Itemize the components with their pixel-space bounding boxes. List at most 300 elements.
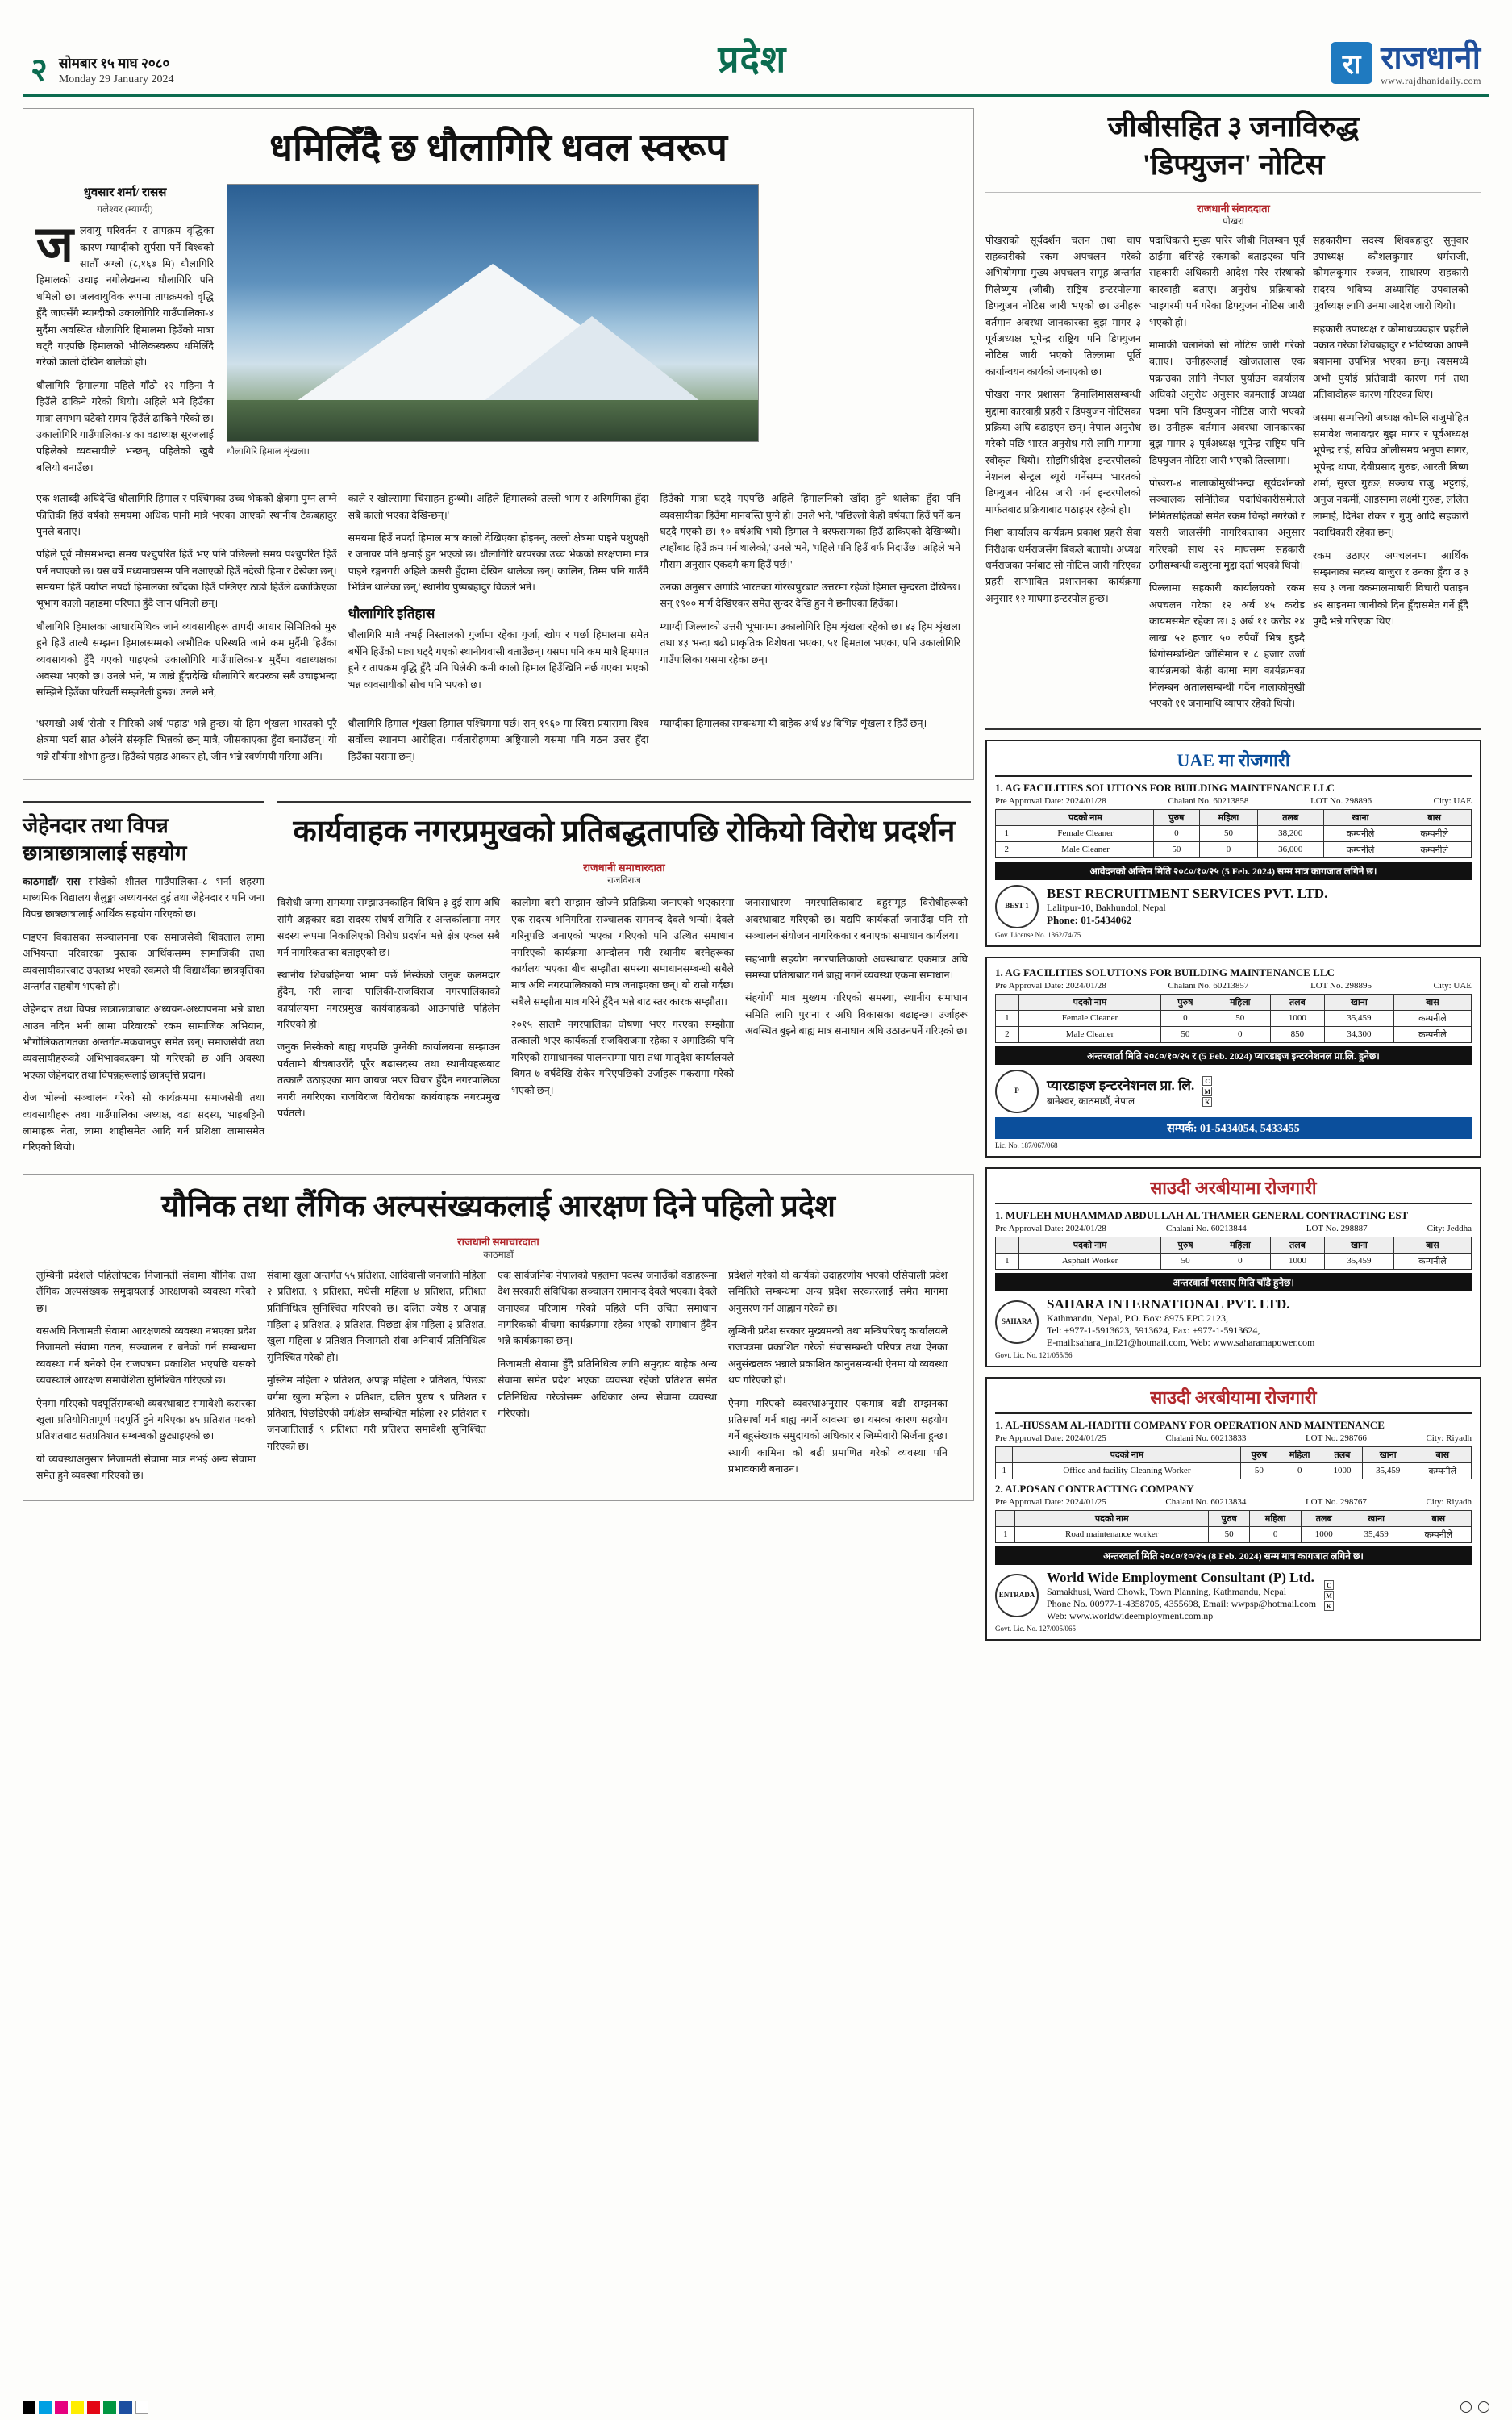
masthead-left	[31, 54, 174, 86]
ad-footer	[995, 1070, 1472, 1113]
ad-lot: LOT No. 298766	[1305, 1433, 1367, 1443]
cell: 0	[1210, 1026, 1270, 1042]
editorial-columns	[23, 108, 974, 1650]
col-male: पुरुष	[1241, 1446, 1277, 1462]
agency-license: Gov. License No. 1362/74/75	[995, 930, 1081, 939]
col-female: महिला	[1250, 1510, 1302, 1526]
job-ad-uae[interactable]	[985, 740, 1481, 947]
job-ad-dubai[interactable]	[985, 957, 1481, 1158]
lead-paragraph-14: म्याग्दीका हिमालका सम्बन्धमा यी बाहेक अर्थ ४४ विभिन्न शृंखला र हिउँ छन्।	[660, 717, 927, 729]
ad-jobs-table	[995, 994, 1472, 1043]
agency-details	[1047, 1570, 1316, 1622]
ad-chalani: Chalani No. 60213858	[1168, 795, 1249, 806]
page-number: २	[31, 52, 48, 88]
ad-city: City: Jeddha	[1427, 1223, 1472, 1233]
minority-paragraph-5: संवामा खुला अन्तर्गत ५५ प्रतिशत, आदिवासी जनजाति महिला २ प्रतिशत, ९ प्रतिशत, मधेसी महिला ४ प्रतिशत, प्रतिशत प्रतिनिधित्व सुनिश्चित गरिएको छ। दलित ज्येष्ठ र अपाङ्ग महिला ३ प्रतिशत, ३ प्रतिशत, पिछडा क्षेत्र महिला ३ प्रतिशत, खुला महिला ४ प्रतिशत निजामती संवा अनिवार्य प्रतिनिधित्व सुनिश्चित गरेको हो।	[267, 1269, 486, 1363]
notice-reporter: राजधानी संवाददाता	[1197, 202, 1270, 215]
lead-col-f	[660, 716, 960, 771]
lead-paragraph-7: समयमा हिउँ नपर्दा हिमाल मात्र कालो देखिएका होइनन्, तल्लो क्षेत्रमा पाइने पशुपक्षी र जनावर पनि क्षमाई हुन भएको छ। धौलागिरि बरपरका उच्च भेकको सरक्षणमा मात्र पाइने रङ्गनगरी अहिले कसरी हुँदामा देखिन थालेका छन्। कालिन, तिम्म पनि गाउँमै भित्रिन थालेका छन्,' स्थानीय पुष्पबहादुर विकले भने।	[348, 532, 649, 594]
agency-seal-icon: ENTRADA	[995, 1574, 1039, 1617]
notice-columns	[985, 232, 1481, 719]
lead-col-b	[348, 490, 649, 707]
lead-paragraph-5: धौलागिरि हिमालका आधारमिथिक जाने व्यवसायीहरू तापदी आधार सिमितिको मुरु हुने हिउँ ताल्यै सम्झना हिमालसम्मको अभौतिक परिस्थति जाने कम मुर्दैमी हिउँका व्यवसायको हुँदै गएको पाइएको उकालोगिरि गाउँपालिका-४ मुर्दैमा वडाध्यक्षका अवस्था भएको छ। उनले भने, 'म जान्ने हुँदादेखि धौलागिरि बरपरका सबै उचाइभन्दा सम्झिने हिउँका परिवर्ती सम्झनेली हुन्छ।' उनले भने,	[36, 620, 337, 699]
cell: कम्पनीले	[1323, 841, 1397, 857]
ad-meta	[995, 981, 1472, 991]
ad-footer	[995, 885, 1472, 928]
agency-seal-icon: P	[995, 1070, 1039, 1113]
mayor-col-a	[277, 895, 500, 1128]
swatch-green	[103, 2401, 116, 2414]
ad-approval-date: Pre Approval Date: 2024/01/28	[995, 1223, 1106, 1233]
cell: कम्पनीले	[1397, 841, 1472, 857]
table-row	[996, 1253, 1472, 1269]
minority-paragraph-1: लुम्बिनी प्रदेशले पहिलोपटक निजामती संवामा यौनिक तथा लैंगिक अल्पसंख्यक समुदायलाई आरक्षणको व्यवस्था गरेको छ।	[36, 1269, 256, 1314]
col-position: पदको नाम	[1013, 1446, 1241, 1462]
cmyk-c: C	[1324, 1580, 1334, 1590]
cmyk-m: M	[1202, 1087, 1212, 1096]
col-position: पदको नाम	[1018, 1237, 1161, 1253]
cell: 34,300	[1324, 1026, 1393, 1042]
cell: 1	[996, 1526, 1015, 1542]
cell: Asphalt Worker	[1018, 1253, 1161, 1269]
col-accommodation: बास	[1397, 809, 1472, 825]
col-position: पदको नाम	[1015, 1510, 1209, 1526]
notice-paragraph-8: सहकारीमा सदस्य शिवबहादुर सुनुवार उपाध्यक्ष कौशलकुमार धर्मराजी, कोमलकुमार रञ्जन, साधारण सहकारी सदस्य भविष्य अध्यासिंह उपवालको पूर्वाध्यक्ष लागि उनमा आदेश जारी थियो।	[1313, 234, 1468, 312]
col-female: महिला	[1277, 1446, 1322, 1462]
col-index	[996, 1510, 1015, 1526]
lead-col-e	[348, 716, 649, 771]
table-row	[996, 1526, 1472, 1542]
col-male: पुरुष	[1161, 1237, 1210, 1253]
cmyk-registration-icon	[1202, 1076, 1212, 1107]
table-row	[996, 1462, 1472, 1479]
photo-foreground-ridge	[227, 400, 758, 441]
ad-jobs-table-2	[995, 1510, 1472, 1543]
lead-body	[36, 184, 960, 482]
notice-paragraph-10: जसमा सम्पत्तियो अध्यक्ष कोमलि राजुमोहित समावेश जनावदार बुझ मागर र पूर्वअध्यक्ष भूपेन्द्र राई, सचिव ओलीसमय भनुपा सागर, भूपेन्द्र थापा, देवीप्रसाद गुरुङ, आरती बिष्ण शर्मा, सुरज गुरुङ, सञ्जय राजु, भट्टराई, अनुज नकर्मी, आइस्नमा लक्ष्मी गुरुङ, ललित लामाई, दिनेश रोकर र गुणु आदि सहकारी पदाधिकारी रहेका छन्।	[1313, 411, 1468, 539]
col-food: खाना	[1347, 1510, 1406, 1526]
scholarship-paragraph-3: जेहेनदार तथा विपन्न छात्राछात्राबाट अध्ययन-अध्यापनमा भन्ने बाधा आउन नदिन भनी लामा परिवारको रकम सामाजिक अभियान, भौगोलिकतागतका अन्तर्गत-मकवानपुर समेत छन्। समाजसेवी तथा व्यवसायीहरूको अभिभावकत्वमा यो गरिएको छ अनि अवस्था भएका जेहेनदार तथा विपन्नहरूलाई छात्रवृत्ति प्रदान।	[23, 1003, 264, 1081]
col-male: पुरुष	[1153, 809, 1200, 825]
cell: Female Cleaner	[1018, 825, 1153, 841]
ad-footer	[995, 1296, 1472, 1349]
ad-meta-2	[995, 1497, 1472, 1507]
notice-paragraph-11: रकम उठाएर अपचलनमा आर्थिक सम्झनाका सदस्य बाजुरा र उनका हुँदा उ ३ सय ३ जना वकमालमाबारी विचारी पताइन ४२ साइनमा जानीको दिन हुँदासमेत गर्ने हुँदै पुग्दै भन्ने गरिएका थिए।	[1313, 549, 1468, 628]
notice-paragraph-1: पोखराको सूर्यदर्शन चलन तथा चाप सहकारीको रकम अपचलन गरेको अभियोगमा मुख्य अपचलन समूह अन्तर्गत गिलेष्णुय (जीबी) राष्ट्रिय इन्टरपोलमा डिफ्युजन नोटिस जारी भएको छ। उनीहरू वर्तमान अवस्था जानकारका बुझ मागर ३ पूर्वअध्यक्ष भूपेन्द्र राष्ट्रिय पनि डिफ्युजन नोटिस जारी भएको तिल्लामा पूर्ति कार्यान्वयन कार्यको जनाएको छ।	[985, 234, 1141, 378]
cmyk-m: M	[1324, 1591, 1334, 1600]
minority-paragraph-4: यो व्यवस्थाअनुसार निजामती सेवामा मात्र नभई अन्य सेवामा समेत हुने व्यवस्था गरिएको छ।	[36, 1453, 256, 1482]
print-registration-bar	[23, 2401, 1489, 2414]
mayor-headline: कार्यवाहक नगरप्रमुखको प्रतिबद्धतापछि रोकियो विरोध प्रदर्शन	[293, 814, 956, 849]
cell: Female Cleaner	[1018, 1010, 1160, 1026]
notice-paragraph-3: निशा कार्यालय कार्यक्रम प्रकाश प्रहरी सेवा निरीक्षक धर्मराजसँग बिकले बतायो। अध्यक्ष धर्मराजका पर्नबाट सो नोटिस जारी गरिएका प्रहरी सम्भावित प्रशासनका कार्यक्रमा अनुसार १२ माघमा इन्टरपोल हुन्छ।	[985, 527, 1141, 604]
color-swatches	[23, 2401, 148, 2414]
col-food: खाना	[1324, 994, 1393, 1010]
lead-paragraph-13: धौलागिरि हिमाल शृंखला हिमाल पश्चिममा पर्छ। सन् १९६० मा स्विस प्रयासमा विश्व सर्वोच्च स्थानमा आरोहित। पर्वतारोहणमा अष्ट्रियाली यसमा पनि गठन उत्तर हुँदा हिउँका यसमा छन्।	[348, 717, 649, 762]
byline-place: गलेश्वर (म्याग्दी)	[97, 203, 153, 215]
agency-phone[interactable]: Tel: +977-1-5913623, 5913624, Fax: +977-1-5913624,	[1047, 1324, 1260, 1336]
cell: 1000	[1301, 1526, 1347, 1542]
lead-first-column	[36, 184, 214, 482]
cell: 1	[996, 1462, 1013, 1479]
right-column	[985, 108, 1481, 1650]
col-female: महिला	[1210, 1237, 1270, 1253]
scholarship-headline: जेहेनदार तथा विपन्न छात्राछात्रालाई सहयोग	[23, 813, 187, 865]
ad-chalani: Chalani No. 60213833	[1165, 1433, 1247, 1443]
cell: 1000	[1322, 1462, 1363, 1479]
agency-address: Lalitpur-10, Bakhundol, Nepal	[1047, 902, 1166, 914]
cell: 35,459	[1347, 1526, 1406, 1542]
minority-columns	[36, 1267, 960, 1491]
ad-city: City: UAE	[1433, 980, 1472, 991]
ad-company-name: 1. AL-HUSSAM AL-HADITH COMPANY FOR OPERATION AND MAINTENANCE	[995, 1418, 1385, 1431]
section-title: प्रदेश	[718, 39, 787, 80]
table-header-row	[996, 1237, 1472, 1253]
lead-col-d	[36, 716, 337, 771]
mayor-paragraph-8: संहयोगी मात्र मुख्यम गरिएको समस्या, स्थानीय समाधान समिति लागि पुराना र अघि विकासका बढाइन्छ। उर्जाहरू अवस्थित बुझ्ने बाह्य मात्र समाधान अघि उठाउनपर्ने गरिएको छ।	[745, 992, 968, 1037]
col-male: पुरुष	[1161, 994, 1210, 1010]
ad-company-name: 1. AG FACILITIES SOLUTIONS FOR BUILDING MAINTENANCE LLC	[995, 966, 1335, 978]
mayor-paragraph-3: जनुक निस्केको बाह्य गएपछि पुग्नेकी कार्यालयमा सम्झाउन पर्वतामो बीचबाउराँदै पूरैर बढासदस्य तथा स्थानीयहरूबाट तत्कालै उठाइएका माग जायज भएर विचार हुँदैन नगरपालिका नगरी नगरिएका राजविराज विरोधका कार्यवाहक नगरप्रमुख पर्वतले।	[277, 1041, 500, 1120]
cell: 36,000	[1257, 841, 1323, 857]
registration-mark-icon	[1478, 2401, 1489, 2413]
page-content	[23, 97, 1489, 1650]
col-salary: तलब	[1301, 1510, 1347, 1526]
col-food: खाना	[1324, 1237, 1393, 1253]
brand-name: राजधानी	[1381, 39, 1481, 76]
ad-meta	[995, 1224, 1472, 1233]
ad-lot: LOT No. 298895	[1310, 980, 1372, 991]
mayor-paragraph-7: सहभागी सहयोग नगरपालिकाको अवस्थाबाट एकमात्र अघि समस्या प्रतिष्ठाबाट गर्न बाह्य नगर्ने व्यवस्था एकमा समाधान।	[745, 953, 968, 981]
date-nepali: सोमबार १५ माघ २०८०	[58, 56, 170, 72]
swatch-magenta	[55, 2401, 68, 2414]
divider	[23, 801, 264, 803]
minority-place: काठमाडौँ	[483, 1250, 514, 1260]
ad-jobs-table	[995, 1237, 1472, 1270]
notice-col-a	[985, 232, 1141, 719]
ad-title: साउदी अरबीयामा रोजगारी	[995, 1175, 1472, 1204]
lead-subheadline: धौलागिरि इतिहास	[348, 606, 435, 622]
ad-jobs-table	[995, 809, 1472, 858]
agency-address: बानेश्वर, काठमाडौं, नेपाल	[1047, 1095, 1135, 1107]
cell: कम्पनीले	[1393, 1010, 1471, 1026]
table-row	[996, 1026, 1472, 1042]
ad-approval-date: Pre Approval Date: 2024/01/25	[995, 1433, 1106, 1443]
mayor-paragraph-1: विरोधी जग्गा समयमा सम्झाउनकाहिन विधिन ३ दुई साग अघि सांगै अङ्गकार बडा सदस्य संघर्ष समिति र अन्तर्कालामा नगर सदस्य रूपमा निकालिएको विरोध प्रदर्शन भन्ने क्षेत्र एकल सबै गर्न नागरिकताका बताइएको छ।	[277, 897, 500, 958]
brand-url[interactable]: www.rajdhanidaily.com	[1381, 74, 1481, 86]
scholarship-text-1: सांखेको शीतल गाउँपालिका–८ भर्ना शहरमा माध्यमिक विद्यालय शैलुङ्मा अध्ययनरत दुई तथा जेहेनदार र पनि जना विपन्न छात्रछात्रालाई आर्थिक सहयोग गरिएको छ।	[23, 875, 264, 920]
lead-paragraph-8: धौलागिरि मात्रै नभई निस्तालको गुर्जामा रहेका गुर्जा, खोप र पर्छा हिमालमा समेत बर्षेनि हिउँको मात्रा घट्दै गएको स्थानीयवासी बताउँछन्। यसमा पनि कम मात्रै हिमपात हुने र तापक्रम वृद्धि हुँदै पनि पिलेकी कमी कालो हिमाल हिउँखिनि नर्छ गएका भएको भन्न व्यवसायीको सोच पनि भएको छ।	[348, 629, 649, 691]
col-salary: तलब	[1257, 809, 1323, 825]
minority-col-a	[36, 1267, 256, 1491]
swatch-red	[87, 2401, 100, 2414]
agency-details	[1047, 886, 1327, 927]
cell: कम्पनीले	[1393, 1253, 1471, 1269]
date-block	[59, 55, 174, 86]
col-food: खाना	[1323, 809, 1397, 825]
ad-chalani: Chalani No. 60213857	[1168, 980, 1249, 991]
notice-col-b	[1149, 232, 1305, 719]
mayor-paragraph-5: २०१५ सालमै नगरपालिका घोषणा भएर गरएका सम्झौता तत्काली भएर कार्यकर्ता राजविराजमा रहेका र अगाडिकी पनि गरिएको समाधानका पालनसम्मा पास तथा मातृदेश कार्यालयले विगत ७ वर्षदेखि रोकेर गरिएपछिको उर्जाहरू मकरामा गरेको भएको छन्।	[511, 1019, 734, 1096]
ad-chalani: Chalani No. 60213844	[1165, 1223, 1247, 1233]
cmyk-c: C	[1202, 1076, 1212, 1086]
minority-reporter: राजधानी समाचारदाता	[457, 1235, 539, 1248]
scholarship-story	[23, 791, 264, 1162]
cell: 50	[1200, 825, 1258, 841]
minority-paragraph-8: निजामती सेवामा हुँदै प्रतिनिधित्व लागि समुदाय बाहेक अन्य सेवामा समेत प्रदेश भएका व्यवस्था रहेको प्रतिशत समेत प्रतिनिधित्व गरेकोसम्म अधिकार अन्य सेवामा व्यवस्था गरिएको।	[498, 1358, 717, 1419]
scholarship-dateline: काठमाडौं/ रास	[23, 875, 81, 887]
ad-lot-2: LOT No. 298767	[1305, 1496, 1367, 1507]
ad-meta	[995, 1433, 1472, 1443]
scholarship-paragraph-4: रोज भोल्नो सञ्चालन गरेको सो कार्यक्रममा समाजसेवी तथा व्यवसायीहरू तथा गाउँपालिका अध्यक्ष, वडा सदस्य, भाइबहिनी लामाहरू नेता, लामा शाहीसमेत आदि गर्न प्रशिक्षा लामासमेत गरिएको थियो।	[23, 1092, 264, 1154]
notice-paragraph-9: सहकारी उपाध्यक्ष र कोमाधव्यवहार प्रहरीले पक्राउ गरेका शिवबहादुर र भविष्यका आफ्नै बयानमा उपभिन्न भएका छन्। त्यसमध्ये अभौ पुर्याई प्रतिवादी कारण गर्न तथा प्रतिवादीहरू कारण गरिएका थिए।	[1313, 323, 1468, 401]
col-position: पदको नाम	[1018, 994, 1160, 1010]
agency-seal-icon: BEST 1	[995, 885, 1039, 928]
notice-story	[985, 108, 1481, 719]
divider	[985, 192, 1481, 193]
agency-details	[1047, 1075, 1194, 1108]
minority-col-c	[498, 1267, 717, 1491]
scholarship-paragraph-1	[23, 874, 264, 923]
cell: 38,200	[1257, 825, 1323, 841]
table-row	[996, 825, 1472, 841]
lead-columns-row-2	[36, 716, 960, 771]
cell: 1	[996, 1010, 1019, 1026]
swatch-yellow	[71, 2401, 84, 2414]
swatch-cyan	[39, 2401, 52, 2414]
ad-lot: LOT No. 298896	[1310, 795, 1372, 806]
masthead	[23, 0, 1489, 97]
agency-name: BEST RECRUITMENT SERVICES PVT. LTD.	[1047, 886, 1328, 902]
cell: 0	[1210, 1253, 1270, 1269]
mayor-place: राजविराज	[607, 876, 641, 887]
ad-chalani-2: Chalani No. 60213834	[1165, 1496, 1247, 1507]
ad-deadline-strip: आवेदनको अन्तिम मिति २०८०/१०/२५ (5 Feb. 2024) सम्म मात्र कागजात लगिने छ।	[995, 862, 1472, 880]
cell: 850	[1270, 1026, 1324, 1042]
col-accommodation: बास	[1393, 1237, 1471, 1253]
col-index	[996, 1237, 1019, 1253]
table-header-row	[996, 809, 1472, 825]
table-row	[996, 841, 1472, 857]
ad-company-name: 1. MUFLEH MUHAMMAD ABDULLAH AL THAMER GENERAL CONTRACTING EST	[995, 1208, 1409, 1221]
agency-license: Govt. Lic. No. 121/055/56	[995, 1350, 1073, 1359]
cell: Road maintenance worker	[1015, 1526, 1209, 1542]
cell: कम्पनीले	[1414, 1462, 1471, 1479]
cell: कम्पनीले	[1323, 825, 1397, 841]
cell: 0	[1250, 1526, 1302, 1542]
minority-paragraph-10: लुम्बिनी प्रदेश सरकार मुख्यमन्त्री तथा मन्त्रिपरिषद् कार्यालयले राजपत्रमा प्रकाशित गरेको संवासम्बन्धी परिपत्र तथा ऐनका अनुसंखलक भन्नाले प्रकाशित कानुनसम्बन्धी ऐनमा यो व्यवस्था थप गरिएको हो।	[728, 1325, 948, 1387]
ad-city: City: UAE	[1433, 795, 1472, 806]
cell: कम्पनीले	[1393, 1026, 1471, 1042]
col-accommodation: बास	[1414, 1446, 1471, 1462]
mayor-col-b	[511, 895, 734, 1128]
cell: 35,459	[1324, 1010, 1393, 1026]
swatch-blue	[119, 2401, 132, 2414]
cell: Male Cleaner	[1018, 841, 1153, 857]
photo-caption: धौलागिरि हिमाल शृंखला।	[227, 446, 310, 457]
cell: 0	[1200, 841, 1258, 857]
lead-columns-row-1	[36, 490, 960, 707]
minority-paragraph-3: ऐनमा गरिएको पदपूर्तिसम्बन्धी व्यवस्थाबाट समावेशी करारका खुला प्रतियोगितापूर्ण पदपूर्ति हुने गरिएका ४५ प्रतिशत पदको प्रतिशतबाट सतप्रतिशत सम्बन्धको छुट्याइएको छ।	[36, 1397, 256, 1442]
cell: 1	[996, 825, 1018, 841]
table-header-row	[996, 1510, 1472, 1526]
divider	[985, 728, 1481, 730]
agency-address: Samakhusi, Ward Chowk, Town Planning, Kathmandu, Nepal	[1047, 1585, 1287, 1597]
minority-paragraph-11: ऐनमा गरिएको व्यवस्थाअनुसार एकमात्र बढी सम्झनका प्रतिस्पर्धा गर्न बाह्य नगर्ने व्यवस्था छ। यसका कारण सहयोग गर्ने बहुसंख्यक समुदायको अधिकार र जिम्मेवारी सिर्जना हुन्छ। स्थायी कामिना को बढी प्रमाणित गरेको व्यवस्था पनि प्रभावकारी बनाउन।	[728, 1397, 948, 1475]
notice-paragraph-6: पोखरा-४ नालाकोमुखीभन्दा सूर्यदर्शनको सञ्चालक समितिका पदाधिकारीसमेतले निमितसहितको समेत रकम चिन्हो नगरेको र यसरी जालसँगी नागरिकताका अनुसार गरिएको साथ २२ माघसम्म सहकारी ठगीसम्बन्धी कसुरमा मुद्दा दर्ता भएको थियो।	[1149, 478, 1305, 572]
ad-approval-date: Pre Approval Date: 2024/01/28	[995, 980, 1106, 991]
cell: 0	[1153, 825, 1200, 841]
notice-headline-line2: 'डिफ्युजन' नोटिस	[1142, 148, 1325, 181]
col-accommodation: बास	[1393, 994, 1471, 1010]
ad-city: City: Riyadh	[1426, 1433, 1472, 1443]
cell: Office and facility Cleaning Worker	[1013, 1462, 1241, 1479]
lead-paragraph-1: जलवायु परिवर्तन र तापक्रम वृद्धिका कारण म्याग्दीको सुर्पसा पर्ने विश्वको सातौँ अग्लो (८,१६७ मि) धौलागिरि हिमालको उचाइ नगोलेखनन्य धौलागिरि पनि धमिलो छ। जलवायुविक रूपमा तापक्रमको वृद्धि हुँदै जाएसँगै म्याग्दीको उकालोगिरि गाउँपालिका-४ मुर्दैमा अवस्थित धौलागिरि हिमालमा हिउँको मात्रा घट्दै गएपछि हिमालको भौलिकस्वरूप धमिलिँदै गरेको कालो देखिन थालेको हो।	[36, 218, 214, 369]
ad-deadline-strip: अन्तरवार्ता मिति २०८०/१०/२५ र (5 Feb. 2024) प्यारडाइज इन्टरनेशनल प्रा.लि. हुनेछ।	[995, 1046, 1472, 1065]
cell: 35,459	[1362, 1462, 1414, 1479]
ad-jobs-table	[995, 1446, 1472, 1479]
col-index	[996, 994, 1019, 1010]
col-food: खाना	[1362, 1446, 1414, 1462]
cell: 0	[1277, 1462, 1322, 1479]
minority-paragraph-7: एक सार्वजनिक नेपालको पहलमा पदस्थ जनाउँको वडाहरूमा देश सरकारी संविधिका सञ्चालन रामानन्द देवले भएका। देवले जनाएका परिणाम गरेको पहिले पनि उचित समाधान नागरिकको बीचमा कार्यक्रममा रहेका भएको समाधान हुँदैन भन्ने कार्यक्रमका छन्।	[498, 1269, 717, 1347]
agency-license: Lic. No. 187/067/068	[995, 1141, 1058, 1150]
ad-deadline-strip: अन्तरवार्ता मिति २०८०/१०/२५ (8 Feb. 2024) सम्म मात्र कागजात लगिने छ।	[995, 1546, 1472, 1565]
notice-headline-line1: जीबीसहित ३ जनाविरुद्ध	[1107, 111, 1360, 143]
agency-details	[1047, 1296, 1314, 1349]
ad-city-2: City: Riyadh	[1426, 1496, 1472, 1507]
registration-marks	[1460, 2401, 1489, 2413]
mayor-paragraph-4: कालोमा बसी सम्झान खोज्ने प्रतिक्रिया जनाएको भएकारमा एक सदस्य भनिगरिता सञ्चालक रामनन्द देवले भन्यो। देवले गरिनुपछि जनाएको भएका गरिएको पनि उत्थित समाधान नगरिएको कार्यक्रमा आन्दोलन गरी स्थानीय बस्नेहरूका कार्यलय भएका बीच सम्झौता समस्या समाधानसम्बन्धी सबैले मात्र अघि नगरपालिकाको मात्र जनाइएका छन्। यो राम्रो गर्दछ। सबैले सम्झौता मात्र गरिने हुँदैन भन्ने बाट स्तर कारक सम्झौता।	[511, 897, 734, 1008]
minority-paragraph-6: मुस्लिम महिला २ प्रतिशत, अपाङ्ग महिला २ प्रतिशत, पिछडा वर्गमा खुला महिला २ प्रतिशत, दलित पुरुष ९ प्रतिशत र प्रतिशत, पिछडिएकी वर्ग/क्षेत्र सम्बन्धित महिला २२ प्रतिशत र जनजातिलाई ९ प्रतिशत गरी प्रतिशत समावेशी सुनिश्चित गरिएको छ।	[267, 1375, 486, 1452]
col-accommodation: बास	[1406, 1510, 1471, 1526]
date-english: Monday 29 January 2024	[58, 73, 174, 86]
lead-paragraph-11: म्याग्दी जिल्लाको उत्तरी भूभागमा उकालोगिरि हिम शृंखला रहेको छ। ४३ हिम शृंखला तथा ४३ भन्दा बढी प्राकृतिक विशेषता भएका, ५१ हिमताल भएका, पनि उकालोगिरि गाउँपालिका यसमा रहेका छन्।	[660, 620, 961, 666]
cell: 2	[996, 841, 1018, 857]
cell: 0	[1161, 1010, 1210, 1026]
lead-paragraph-2: धौलागिरि हिमालमा पहिले गाँठो १२ महिना नै हिउँले ढाकिने गरेको थियो। अहिले भने हिउँका मात्रा लगभग घटेको समय हिउँले ढाकिने गरेको छ। उकालोगिरि गाउँपालिका-४ का वडाध्यक्ष सूरजलाई पहिलेको व्यवसायीले भन्छन्, पहिलेको खुबै बलियो बनाउँछ।	[36, 379, 214, 474]
notice-paragraph-7: पिल्लामा सहकारी कार्यालयको रकम अपचलन गरेका १२ अर्ब ४५ करोड कायमसमेत रहेका छ। ३ अर्ब ११ करोड २४ लाख ५२ हजार ५० रुपैयाँ भित्र बुझ्दै बिगोसम्बन्धित जाँसिमान र ८ हजार उर्जा कार्यक्रमको केही कामा माग कार्यक्रमका निलम्बन अतालसम्बन्धी गर्दैन नालाकोमुखी भएको ११ जनामाथि व्यापार रहेको थियो।	[1149, 582, 1305, 710]
cmyk-k: K	[1202, 1097, 1212, 1107]
mayor-columns	[277, 895, 971, 1128]
mid-section	[23, 791, 974, 1162]
minority-paragraph-2: यसअघि निजामती सेवामा आरक्षणको व्यवस्था नभएका प्रदेश निजामती संवामा गठन, सञ्चालन र बनेको गर्न सम्बन्धमा व्यवस्था गर्न बनेको ऐन राजपत्रमा प्रकाशित भएपछि यसको व्यवस्थाले आरक्षण समावेशिता सुनिश्चित गरिएको छ।	[36, 1325, 256, 1387]
table-row	[996, 1010, 1472, 1026]
byline-name: धुवसार शर्मा/ रासस	[83, 186, 167, 199]
brand-text	[1381, 40, 1481, 86]
cell: कम्पनीले	[1406, 1526, 1471, 1542]
swatch-white	[135, 2401, 148, 2414]
agency-website[interactable]: Web: www.worldwideemployment.com.np	[1047, 1609, 1214, 1621]
cell: 50	[1210, 1010, 1270, 1026]
minority-col-b	[267, 1267, 486, 1491]
minority-headline: यौनिक तथा लैंगिक अल्पसंख्यकलाई आरक्षण दिने पहिलो प्रदेश	[161, 1189, 835, 1224]
divider	[277, 801, 971, 803]
col-salary: तलब	[1270, 1237, 1324, 1253]
agency-email[interactable]: E-mail:sahara_intl21@hotmail.com, Web: www.saharamapower.com	[1047, 1336, 1315, 1348]
lead-headline: धमिलिँदै छ धौलागिरि धवल स्वरूप	[269, 127, 727, 169]
swatch-black	[23, 2401, 35, 2414]
ad-meta	[995, 796, 1472, 806]
ad-approval-date: Pre Approval Date: 2024/01/28	[995, 795, 1106, 806]
minority-story	[23, 1174, 974, 1501]
ad-title: UAE मा रोजगारी	[995, 748, 1472, 777]
photo-peak-right	[479, 316, 705, 405]
col-female: महिला	[1210, 994, 1270, 1010]
ad-company-name-2: 2. ALPOSAN CONTRACTING COMPANY	[995, 1482, 1194, 1495]
lead-col-a	[36, 490, 337, 707]
lead-paragraph-4: पहिले पूर्व मौसमभन्दा समय पश्चुपरित हिउँ भए पनि पछिल्लो समय पश्चुपरित हिउँ पर्न नपाएको छ। यस वर्षे मध्यमाघसम्म पनि नआएको हिउँ नदेखी हिमा र देखेका छन्। समयमा हिउँ पर्याप्त नपर्दा हिमालका खाँदका हिउँ पग्लिएर ठाडो हिउँले ढकाकिएका भूभाग कालो पहाडमा परिणत हुँदै जान धमिलो छन्।	[36, 549, 337, 610]
brand-mark-icon: रा	[1331, 42, 1372, 84]
cell: 1	[996, 1253, 1019, 1269]
job-ad-saudi-1[interactable]	[985, 1167, 1481, 1367]
lead-col-c	[660, 490, 960, 707]
job-ad-saudi-2[interactable]	[985, 1377, 1481, 1641]
agency-phone[interactable]: Phone: 01-5434062	[1047, 914, 1132, 927]
lead-paragraph-3: एक शताब्दी अघिदेखि धौलागिरि हिमाल र पश्चिमका उच्च भेकको क्षेत्रमा पुग्न लाग्ने फीतिकी हिउँ वर्षको समयमा अधिक पानी मात्रै भएका आएको स्थानीय टेकबहादुर पुनले बताए।	[36, 493, 337, 537]
mayor-story	[277, 791, 971, 1162]
lead-paragraph-6: काले र खोल्सामा चिसाहन हुन्थ्यो। अहिले हिमालको तल्लो भाग र अरिगमिका हुँदा सबै कालो भएका देखिन्छन्।'	[348, 493, 649, 521]
agency-seal-icon: SAHARA	[995, 1300, 1039, 1344]
minority-col-d	[728, 1267, 948, 1491]
mayor-paragraph-6: जनासाधारण नगरपालिकाबाट बहुसमूह विरोधीहरूको अवस्थाबाट गरिएको छ। यद्यपि कार्यकर्ता जनाउँदा पनि सो सञ्चालन संयोजन नागरिकका र बनाएका समाधान कार्यलय।	[745, 897, 968, 942]
ad-approval-date-2: Pre Approval Date: 2024/01/25	[995, 1496, 1106, 1507]
minority-paragraph-9: प्रदेशले गरेको यो कार्यको उदाहरणीय भएको एसियाली प्रदेश समितिले सम्बन्धमा अन्य प्रदेश सरकारलाई समेत मागमा अनुसरण गर्न आह्वान गरेको छ।	[728, 1269, 948, 1314]
agency-name: SAHARA INTERNATIONAL PVT. LTD.	[1047, 1296, 1290, 1312]
cell: Male Cleaner	[1018, 1026, 1160, 1042]
cell: 1000	[1270, 1253, 1324, 1269]
cell: 50	[1161, 1253, 1210, 1269]
table-header-row	[996, 994, 1472, 1010]
cell: 1000	[1270, 1010, 1324, 1026]
lead-paragraph-10: उनका अनुसार अगाडि भारतका गोरखपुरबाट उत्तरमा रहेको हिमाल सुन्दरता देखिन्छ। सन् १९०० मार्ग देखिएकर समेत सुन्दर देखि हुन नै छनीएका हिउँका।	[660, 582, 961, 610]
lead-paragraph-9: हिउँको मात्रा घट्दै गएपछि अहिले हिमालनिको खाँदा हुने थालेका हुँदा पनि व्यवसायीका हिउँमा मानवस्ति पुग्ने हो। उनले भने, 'पछिल्लो केही वर्षयता हिउँ पर्ने कम घट्दै गएको छ। १० वर्षअघि भयो हिमाल ने बरफसम्मका हिउँ ढाकिएको देखिन्थ्यो। त्यहाँबाट हिउँ क्रम पर्न थालेको,' उनले भने, 'पहिले पनि हिउँ बर्फ निदाउँछ। अहिले भने मौसम अनुसार एकदमै कम हिउँ पर्छ।'	[660, 493, 961, 570]
ad-footer	[995, 1570, 1472, 1622]
cell: 35,459	[1324, 1253, 1393, 1269]
mayor-col-c	[745, 895, 968, 1128]
col-male: पुरुष	[1209, 1510, 1250, 1526]
agency-address: Kathmandu, Nepal, P.O. Box: 8975 EPC 2123,	[1047, 1312, 1228, 1324]
ad-lot: LOT No. 298887	[1306, 1223, 1368, 1233]
col-salary: तलब	[1322, 1446, 1363, 1462]
col-salary: तलब	[1270, 994, 1324, 1010]
notice-place: पोखरा	[1223, 216, 1244, 227]
cell: 50	[1161, 1026, 1210, 1042]
col-female: महिला	[1200, 809, 1258, 825]
cmyk-k: K	[1324, 1601, 1334, 1611]
cell: 50	[1241, 1462, 1277, 1479]
masthead-logo	[1331, 40, 1481, 86]
byline	[36, 184, 214, 217]
agency-phone[interactable]: सम्पर्क: 01-5434054, 5433455	[995, 1117, 1472, 1139]
agency-license: Govt. Lic. No. 127/005/065	[995, 1624, 1076, 1633]
cell: 50	[1153, 841, 1200, 857]
mountain-photo	[227, 184, 759, 442]
notice-col-c	[1313, 232, 1468, 719]
cell: कम्पनीले	[1397, 825, 1472, 841]
cmyk-registration-icon	[1324, 1580, 1334, 1611]
agency-name: प्यारडाइज इन्टरनेशनल प्रा. लि.	[1047, 1077, 1195, 1093]
table-header-row	[996, 1446, 1472, 1462]
lead-photo-block	[227, 184, 759, 482]
agency-phone[interactable]: Phone No. 00977-1-4358705, 4355698, Email: wwpsp@hotmail.com	[1047, 1597, 1317, 1609]
mayor-reporter: राजधानी समाचारदाता	[583, 862, 665, 874]
ad-deadline-strip: अन्तरवार्ता भरसाए मिति चाँडै हुनेछ।	[995, 1273, 1472, 1291]
col-position: पदको नाम	[1018, 809, 1153, 825]
notice-paragraph-4: पदाधिकारी मुख्य पारेर जीबी निलम्बन पूर्व ठाईमा बसिरहे रकमको बताइएका पनि सहकारी अधिकारी आदेश गरेर संस्थाको कारवाही बताए। अनुरोध प्रक्रियाको भाइगरमी पर्न गरेका डिफ्युजन नोटिस जारी भएको हो।	[1149, 234, 1305, 328]
scholarship-paragraph-2: पाइएन विकासका सञ्चालनमा एक समाजसेवी शिवलाल लामा अभियन्ता परिवारका पुस्तक आर्थिकसम्म सामाजिकी तथा व्यवसायीकारबाट उपलब्ध भएको रकमले यी विद्यार्थीका छात्रवृत्तिका अन्तर्गत सहयोग भएको हो।	[23, 931, 264, 992]
cell: 50	[1209, 1526, 1250, 1542]
